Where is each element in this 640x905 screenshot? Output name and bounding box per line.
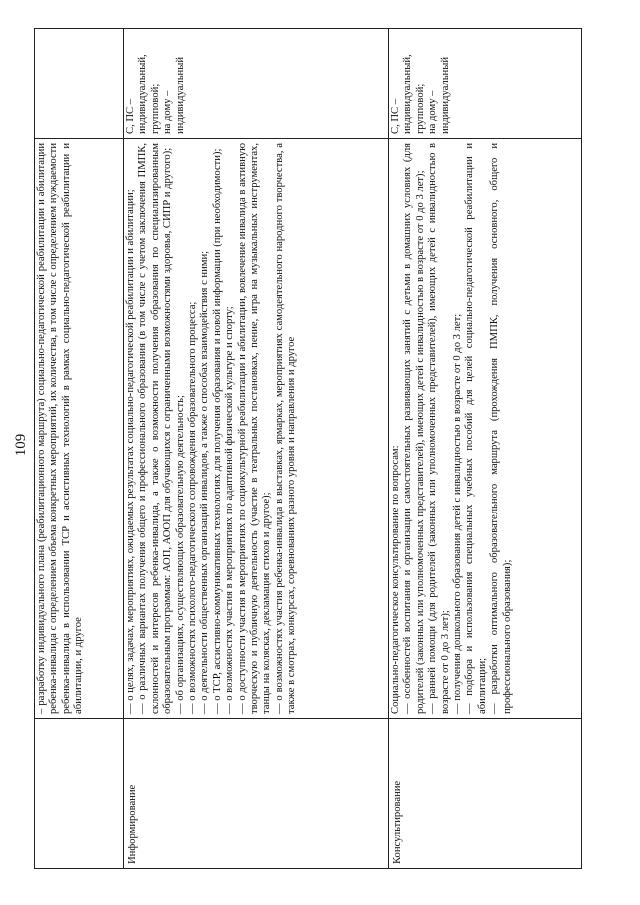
list-item: — подбора и использования специальных учебных пособий для целей социально-педагогической реабилитации и абилитации; <box>464 143 488 714</box>
list-item: — о различных вариантах получения общего и профессионального образования (в том числе с учетом заключения ПМПК, склонностей и интересов ребенка-инвалида, а также о возможности получения образования по специализированным образовательным программам: АОП, АООП для обучающихся с ограниченными возможностями здоровья, СИПР и другого); <box>137 143 174 714</box>
list-item: — о возможностях участия ребенка-инвалида в выставках, ярмарках, мероприятиях самодеятельного народного творчества, а также в смотрах, конкурсах, соревнованиях разного уровня и направления и другое <box>273 143 298 714</box>
list-item: Социально-педагогическое консультирование по вопросам: <box>390 445 401 714</box>
list-item: — о возможностях участия в мероприятиях по адаптивной физической культуре и спорту; <box>224 306 236 714</box>
table-row <box>124 29 389 869</box>
list-item: — о ТСР, ассистивно-коммуникативных технологиях для получения образования и новой информации (при необходимости); <box>211 148 223 714</box>
rehabilitation-table <box>34 28 582 869</box>
topic-label: Информирование <box>127 784 138 864</box>
responsible-cell <box>389 29 582 139</box>
responsible-line: С, ПС – <box>125 98 136 134</box>
list-item: — разработки оптимального образовательного маршрута (прохождения ПМПК, получения основного, общего и профессионального образования); <box>489 143 513 714</box>
responsible-line: индивидуальный <box>174 57 186 134</box>
table-row <box>389 29 582 869</box>
responsible-line: индивидуальный, <box>402 54 414 134</box>
responsible-line: групповой; <box>414 83 426 134</box>
list-item: — об организациях, осуществляющих образовательную деятельность; <box>174 395 186 714</box>
list-item: — получения дошкольного образования детей с инвалидностью в возрасте от 0 до 3 лет; <box>452 313 464 714</box>
list-item: — о возможностях психолого-педагогического сопровождения образовательного процесса; <box>187 301 199 714</box>
responsible-line: на дому – <box>162 90 174 134</box>
page-number: 109 <box>13 433 29 457</box>
topic-cell <box>124 719 389 869</box>
responsible-cell <box>124 29 389 139</box>
table-row <box>35 29 124 869</box>
topic-label: Консультирование <box>392 780 403 864</box>
list-item: — особенностей воспитания и организации самостоятельных развивающих занятий с детьми в домашних условиях (для родителей (законных или уполномоченных представителей), имеющих детей с инвалидностью в возрасте от 0 до 3 лет); <box>402 143 426 714</box>
list-item: — ранней помощи (для родителей (законных или уполномоченных представителей), имеющих детей с инвалидностью в возрасте от 0 до 3 лет); <box>427 143 451 714</box>
responsible-line: С, ПС – <box>390 98 401 134</box>
responsible-line: индивидуальный, <box>137 54 149 134</box>
list-item: — о целях, задачах, мероприятиях, ожидаемых результатах социально-педагогической реабилитации и абилитации; <box>125 189 136 714</box>
topic-cell <box>389 719 582 869</box>
responsible-line: индивидуальный <box>439 57 451 134</box>
topic-cell <box>35 719 124 869</box>
content-cell <box>389 139 582 719</box>
list-item: — о деятельности общественных организаций инвалидов, а также о способах взаимодействия с ними; <box>199 250 211 714</box>
content-cell <box>35 139 124 719</box>
responsible-line: групповой; <box>149 83 161 134</box>
content-cell <box>124 139 389 719</box>
responsible-cell <box>35 29 124 139</box>
list-item: – разработку индивидуального плана (реабилитационного маршрута) социально-педагогической реабилитации и абилитации ребенка-инвалида с определением объема конкретных мероприятий, их количества, в том числе с определением нуждаемости ребенка-инвалида в использовании ТСР и ассистивных технологий в рамках социально-педагогической реабилитации и абилитации, и другое <box>36 143 85 714</box>
responsible-line: на дому – <box>427 90 439 134</box>
list-item: — о доступности участия в мероприятиях по социокультурной реабилитации и абилитации, вовлечение инвалида в активную творческую и публичную деятельность (участие в театральных постановках, пение, игра на музыкальных инструментах, танцы на колясках, декламация стихов и другое); <box>236 143 273 714</box>
